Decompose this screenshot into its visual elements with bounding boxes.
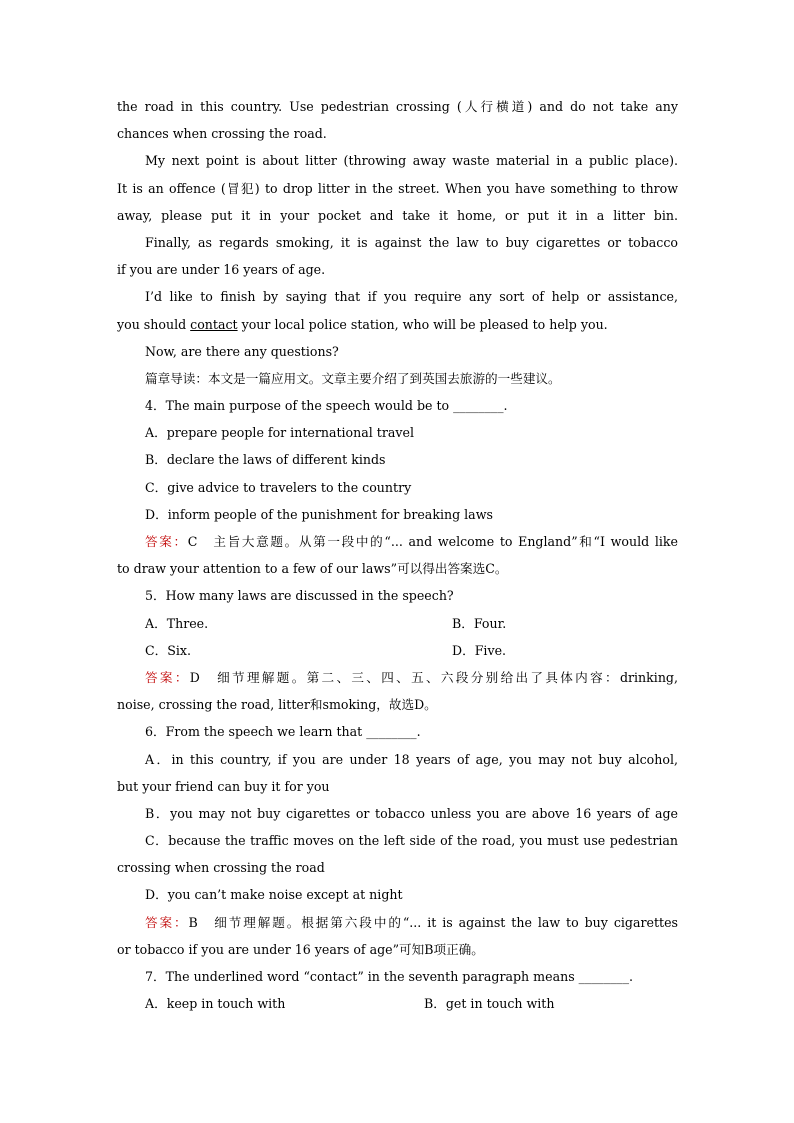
option-b: B．Four. — [452, 615, 507, 631]
option-d: D．inform people of the punishment for breaking laws — [145, 506, 493, 522]
text-fragment: your local police station, who will be pleased to help you. — [237, 316, 608, 332]
answer-label: 答案： — [145, 669, 190, 685]
answer-text: C 主旨大意题。从第一段中的“... and welcome to England”和“I would like — [187, 534, 678, 549]
option-c: C．give advice to travelers to the country — [145, 479, 412, 495]
option-row — [117, 990, 678, 1017]
option-a: A．keep in touch with — [145, 996, 286, 1012]
answer-line — [117, 664, 678, 691]
answer-line: or tobacco if you are under 16 years of age”可知B项正确。 — [117, 941, 484, 957]
text-line: if you are under 16 years of age. — [117, 262, 326, 278]
passage-guide: 篇章导读：本文是一篇应用文。文章主要介绍了到英国去旅游的一些建议。 — [145, 370, 561, 386]
option-c: C．Six. — [145, 642, 191, 658]
answer-text: D 细节理解题。第二、三、四、五、六段分别给出了具体内容：drinking, — [189, 669, 678, 685]
underlined-word-contact: contact — [190, 316, 238, 332]
option-a: A．in this country, if you are under 18 years of age, you may not buy alcohol, — [145, 751, 678, 767]
option-b: B．you may not buy cigarettes or tobacco unless you are above 16 years of age — [145, 805, 678, 821]
text-line: Now, are there any questions? — [145, 343, 339, 359]
text-line: away, please put it in your pocket and take it home, or put it in a litter bin. — [117, 207, 678, 223]
text-line: My next point is about litter (throwing away waste material in a public place). — [145, 153, 678, 169]
answer-line — [117, 909, 678, 936]
answer-line: noise, crossing the road, litter和smoking，故选D。 — [117, 697, 437, 713]
option-row — [117, 637, 678, 664]
text-line: I’d like to finish by saying that if you require any sort of help or assistance, — [145, 289, 678, 305]
question-stem: 5．How many laws are discussed in the speech? — [145, 588, 454, 604]
option-a: A．prepare people for international travel — [145, 425, 414, 441]
option-b: B．get in touch with — [424, 996, 555, 1012]
text-line: It is an offence (冒犯) to drop litter in the street. When you have something to throw — [117, 180, 678, 196]
option-d: D．you can’t make noise except at night — [145, 887, 403, 903]
text-line — [117, 311, 678, 338]
text-line: the road in this country. Use pedestrian crossing (人行横道) and do not take any — [117, 99, 678, 114]
text-fragment: you should — [117, 316, 191, 332]
question-stem: 7．The underlined word “contact” in the seventh paragraph means ________. — [145, 969, 634, 984]
option-a: A．Three. — [145, 615, 209, 631]
option-c: C．because the traffic moves on the left side of the road, you must use pedestrian — [145, 833, 678, 849]
option-b: B．declare the laws of different kinds — [145, 452, 386, 468]
document-body — [117, 93, 678, 1017]
answer-text: B 细节理解题。根据第六段中的“... it is against the law to buy cigarettes — [188, 914, 678, 930]
option-row — [117, 610, 678, 637]
text-line: chances when crossing the road. — [117, 126, 327, 142]
question-stem: 4．The main purpose of the speech would be to ________. — [145, 398, 508, 414]
answer-label: 答案： — [145, 534, 188, 549]
option-c-cont: crossing when crossing the road — [117, 860, 325, 876]
answer-label: 答案： — [145, 914, 189, 930]
answer-line — [117, 528, 678, 555]
option-d: D．Five. — [452, 642, 507, 658]
question-stem: 6．From the speech we learn that ________. — [145, 724, 421, 740]
answer-line: to draw your attention to a few of our laws”可以得出答案选C。 — [117, 561, 508, 577]
option-a-cont: but your friend can buy it for you — [117, 778, 330, 794]
text-line: Finally, as regards smoking, it is against the law to buy cigarettes or tobacco — [145, 234, 678, 250]
